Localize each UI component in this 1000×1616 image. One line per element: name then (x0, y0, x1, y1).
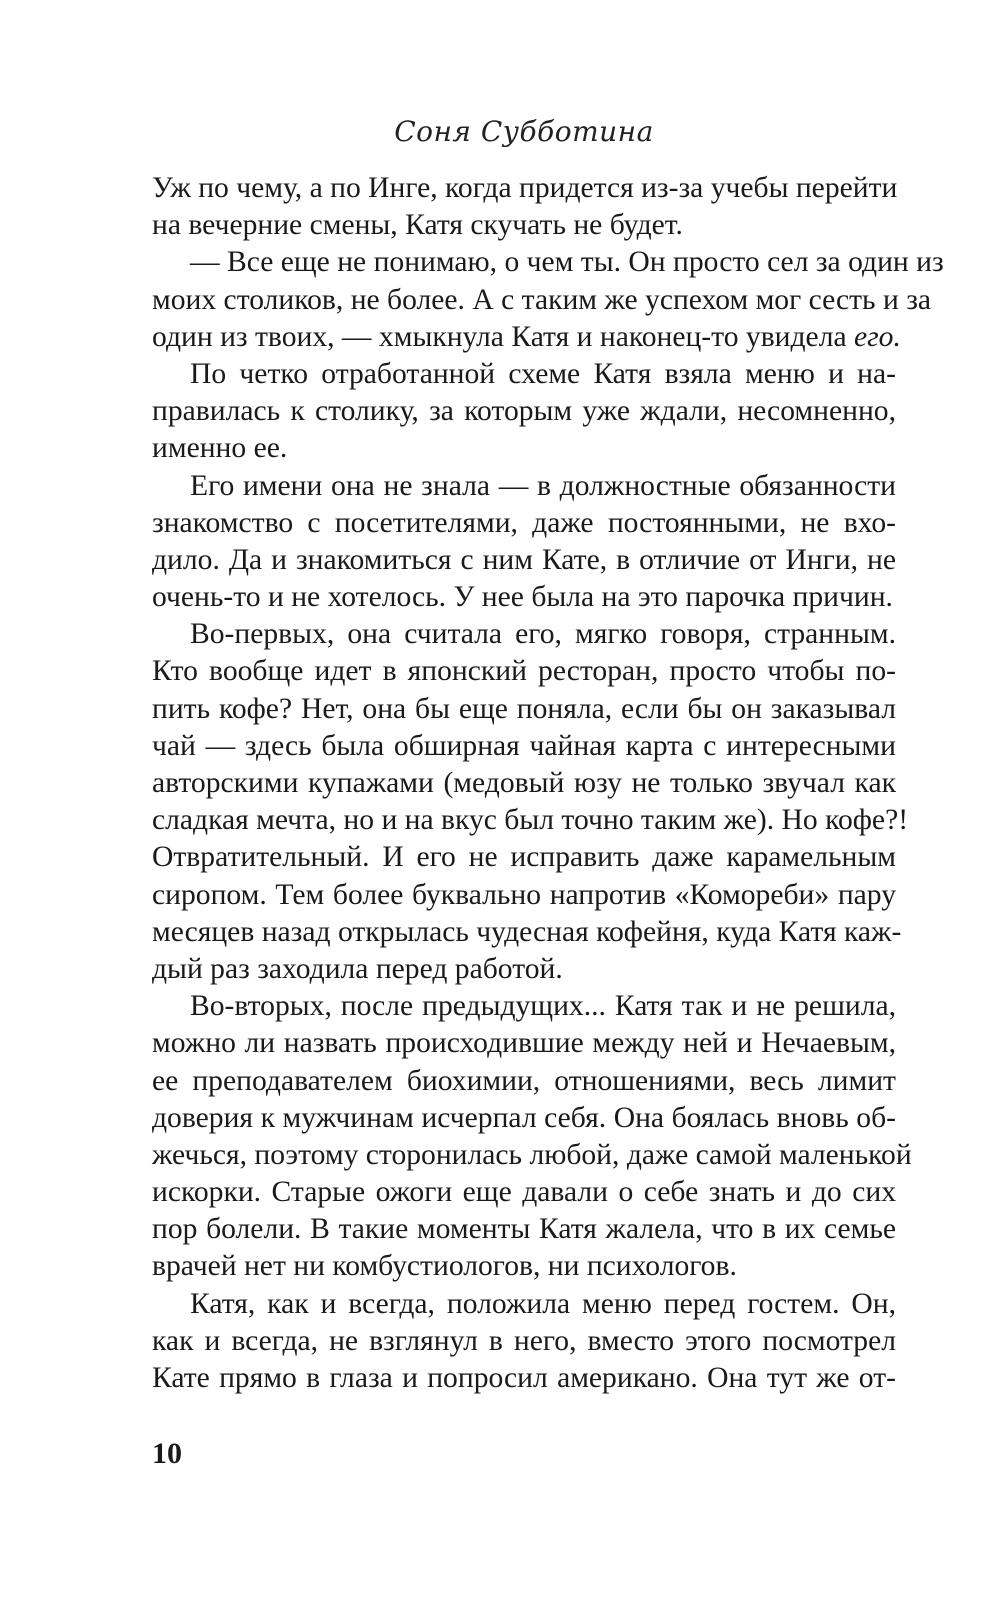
text-line: пить кофе? Нет, она бы еще поняла, если бы он заказывал (152, 692, 896, 725)
text-line: на вечерние смены, Катя скучать не будет. (152, 209, 683, 242)
text-line: искорки. Старые ожоги еще давали о себе знать и до сих (152, 1176, 896, 1209)
text-line: дый раз заходила перед работой. (152, 952, 563, 985)
text-line: жечься, поэтому сторонилась любой, даже самой маленькой (152, 1138, 912, 1171)
text-line: ее преподавателем биохимии, отношениями, весь лимит (152, 1064, 896, 1097)
text-line: моих столиков, не более. А с таким же успехом мог сесть и за (152, 283, 932, 316)
text-line: как и всегда, не взглянул в него, вместо этого посмотрел (152, 1324, 896, 1357)
text-line: можно ли назвать происходившие между ней и Нечаевым, (152, 1027, 896, 1060)
text-line: Кате прямо в глаза и попросил американо. Она тут же от- (152, 1362, 896, 1394)
text-line: По четко отработанной схеме Катя взяла меню и на- (190, 357, 896, 390)
text-line: авторскими купажами (медовый юзу не только звучал как (152, 767, 896, 799)
text-line: именно ее. (152, 432, 288, 465)
text-line: правилась к столику, за которым уже ждали, несомненно, (152, 395, 896, 428)
text-line: Отвратительный. И его не исправить даже карамельным (152, 841, 896, 874)
text-line: доверия к мужчинам исчерпал себя. Она боялась вновь об- (152, 1101, 896, 1134)
text-line: пор болели. В такие моменты Катя жалела, что в их семье (152, 1213, 896, 1246)
text-line: дило. Да и знакомиться с ним Кате, в отличие от Инги, не (152, 543, 896, 576)
text-line: очень-то и не хотелось. У нее была на это парочка причин. (152, 581, 893, 614)
text-line: чай — здесь была обширная чайная карта с интересными (152, 729, 896, 762)
text-line: сиропом. Тем более буквально напротив «Комореби» пару (152, 878, 896, 911)
text-line: Катя, как и всегда, положила меню перед гостем. Он, (190, 1287, 896, 1320)
text-line: Кто вообще идет в японский ресторан, просто чтобы по- (152, 655, 896, 688)
text-line: врачей нет ни комбустиологов, ни психологов. (152, 1250, 737, 1283)
text-line: один из твоих, — хмыкнула Катя и наконец-то увидела его. (152, 320, 901, 353)
text-line: месяцев назад открылась чудесная кофейня, куда Катя каж- (152, 915, 902, 948)
body-text (152, 170, 944, 1397)
text-line: Уж по чему, а по Инге, когда придется из-за учебы перейти (152, 172, 898, 204)
text-line: знакомство с посетителями, даже постоянными, не вхо- (152, 506, 896, 539)
text-line: Его имени она не знала — в должностные обязанности (190, 469, 896, 502)
text-line: сладкая мечта, но и на вкус был точно таким же). Но кофе?! (152, 804, 909, 837)
text-line: Во-вторых, после предыдущих... Катя так и не решила, (190, 990, 896, 1023)
page-number: 10 (152, 1437, 182, 1470)
running-head-author: Соня Субботина (394, 115, 654, 148)
text-line: — Все еще не понимаю, о чем ты. Он просто сел за один из (190, 246, 944, 279)
text-line: Во-первых, она считала его, мягко говоря, странным. (190, 618, 896, 651)
